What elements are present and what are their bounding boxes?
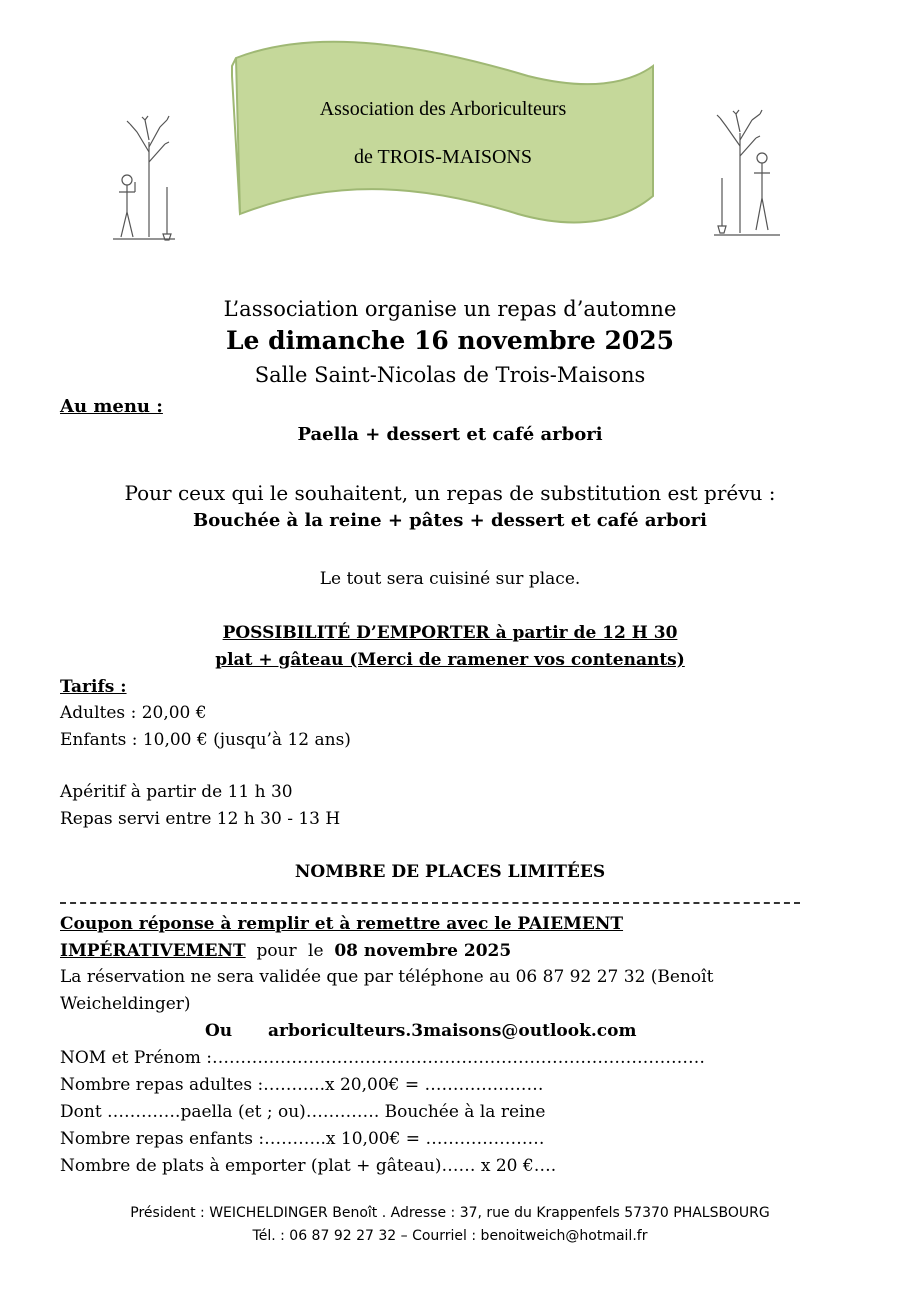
intro-line: L’association organise un repas d’automne (223, 297, 677, 321)
footer-contact: Tél. : 06 87 92 27 32 – Courriel : benoitweich@hotmail.fr (252, 1228, 648, 1244)
coupon-heading: Coupon réponse à remplir et à remettre avec le PAIEMENT (60, 914, 624, 934)
contact-email[interactable]: arboriculteurs.3maisons@outlook.com (268, 1021, 637, 1041)
or-label: Ou (205, 1021, 233, 1041)
tree-gardener-illustration-left (105, 112, 180, 242)
meal-time: Repas servi entre 12 h 30 - 13 H (60, 809, 341, 829)
takeaway-heading: POSSIBILITÉ D’EMPORTER à partir de 12 H 30 (222, 623, 678, 643)
contact-or (205, 1021, 636, 1041)
coupon-deadline (60, 941, 511, 961)
tarif-adults: Adultes : 20,00 € (60, 703, 207, 723)
form-field-children: Nombre repas enfants :………..x 10,00€ = ………………… (60, 1129, 545, 1149)
coupon-deadline-date: 08 novembre 2025 (334, 941, 512, 961)
menu-heading: Au menu : (60, 396, 163, 417)
coupon-for-label: pour le (256, 941, 324, 961)
tree-gardener-illustration-right (712, 108, 784, 238)
limited-seats-notice: NOMBRE DE PLACES LIMITÉES (294, 862, 606, 882)
reservation-line: La réservation ne sera validée que par téléphone au 06 87 92 27 32 (Benoît (60, 967, 714, 987)
reservation-name: Weicheldinger) (60, 994, 191, 1014)
cooked-on-site-note: Le tout sera cuisiné sur place. (319, 569, 581, 589)
tarif-children: Enfants : 10,00 € (jusqu’à 12 ans) (60, 730, 351, 750)
substitution-intro: Pour ceux qui le souhaitent, un repas de substitution est prévu : (124, 481, 776, 505)
banner-title-line1: Association des Arboriculteurs (319, 98, 567, 120)
event-date: Le dimanche 16 novembre 2025 (225, 326, 675, 355)
form-field-dish-choice: Dont ………….paella (et ; ou)…………. Bouchée à la reine (60, 1102, 546, 1122)
form-field-name: NOM et Prénom :…………………………………………………………………………… (60, 1048, 705, 1068)
banner-title-line2: de TROIS-MAISONS (354, 146, 532, 168)
takeaway-details: plat + gâteau (Merci de ramener vos contenants) (215, 650, 685, 670)
tarifs-heading: Tarifs : (60, 677, 127, 697)
footer-president: Président : WEICHELDINGER Benoît . Adresse : 37, rue du Krappenfels 57370 PHALSBOURG (130, 1205, 770, 1221)
form-field-adults: Nombre repas adultes :………..x 20,00€ = ………………… (60, 1075, 544, 1095)
banner-ribbon (228, 36, 658, 236)
aperitif-time: Apéritif à partir de 11 h 30 (60, 782, 293, 802)
association-banner (228, 36, 658, 236)
cut-line (60, 902, 800, 904)
form-field-takeaway: Nombre de plats à emporter (plat + gâteau)…… x 20 €…. (60, 1156, 557, 1176)
coupon-imperatif: IMPÉRATIVEMENT (60, 941, 246, 961)
menu-main-dish: Paella + dessert et café arbori (297, 424, 603, 445)
substitution-menu: Bouchée à la reine + pâtes + dessert et café arbori (193, 510, 707, 531)
event-place: Salle Saint-Nicolas de Trois-Maisons (254, 363, 646, 387)
